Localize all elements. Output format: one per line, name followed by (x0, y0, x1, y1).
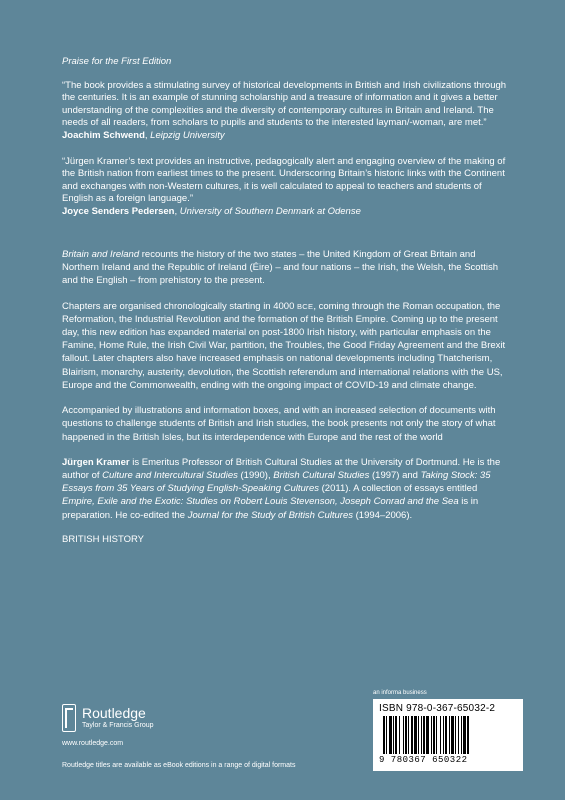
reviewer-affiliation: Leipzig University (150, 129, 225, 141)
publisher-block (62, 704, 262, 747)
reviewer-affiliation: University of Southern Denmark at Odense (179, 205, 361, 217)
barcode-digits: 9 780367 650322 (379, 755, 468, 765)
routledge-logo-icon (62, 704, 76, 732)
description-paragraph-1: Britain and Ireland recounts the history of the two states – the United Kingdom of Great Britain and Northern Ireland and the Republic of Ireland (Éire) – and four nations – the Irish, the Welsh, the Scottish and the English – from prehistory to the present. (62, 249, 499, 287)
book-title: Britain and Ireland (62, 249, 140, 261)
back-cover-text (62, 56, 510, 545)
isbn-label: ISBN 978-0-367-65032-2 (379, 703, 496, 714)
praise-heading: Praise for the First Edition (62, 56, 172, 67)
barcode-bars-icon (379, 716, 517, 754)
praise-attribution-1: Joachim Schwend, Leipzig University (62, 129, 225, 141)
barcode-block (373, 690, 523, 771)
description-paragraph-3: Accompanied by illustrations and information boxes, and with an increased selection of documents with questions to challenge students of British and Irish studies, the book presents not only the story of what happened in the British Isles, but its interdependence with Europe and the rest of the world (62, 405, 496, 443)
description-paragraph-2: Chapters are organised chronologically starting in 4000 BCE, coming through the Roman occupation, the Reformation, the Industrial Revolution and the formation of the British Empire. Coming up to the present day, this new edition has expanded material on post-1800 Irish history, with particular emphasis on the Famine, Home Rule, the Irish Civil War, partition, the Troubles, the Good Friday Agreement and the Brexit fallout. Later chapters also have increased emphasis on national developments including Thatcherism, Blairism, monarchy, austerity, devolution, the Scottish referendum and international relations with the US, Europe and the Commonwealth, ending with the ongoing impact of COVID-19 and climate change. (62, 300, 506, 391)
subject-category: BRITISH HISTORY (62, 533, 144, 545)
publisher-logo (62, 704, 262, 732)
publisher-group: Taylor & Francis Group (82, 722, 154, 729)
isbn-barcode (373, 699, 523, 771)
informa-tagline: an informa business (373, 690, 427, 696)
bce-abbrev: BCE (297, 301, 314, 311)
reviewer-name: Joachim Schwend (62, 129, 145, 141)
praise-quote-2: “Jürgen Kramer’s text provides an instructive, pedagogically alert and engaging overview of the making of the British nation from earliest times to the present. Underscoring Britain’s historic links with the Continent and exchanges with non-Western cultures, it is well calculated to appeal to teachers and students of English as a foreign language.” (62, 156, 506, 205)
reviewer-name: Joyce Senders Pedersen (62, 205, 175, 217)
author-name: Jürgen Kramer (62, 456, 130, 468)
publisher-url[interactable]: www.routledge.com (62, 740, 124, 747)
author-bio: Jürgen Kramer is Emeritus Professor of British Cultural Studies at the University of Dortmund. He is the author of Culture and Intercultural Studies (1990), British Cultural Studies (1997) and Taking Stock: 35 Essays from 35 Years of Studying English-Speaking Cultures (2011). A collection of essays entitled Empire, Exile and the Exotic: Studies on Robert Louis Stevenson, Joseph Conrad and the Sea is in preparation. He co-edited the Journal for the Study of British Cultures (1994–2006). (62, 456, 501, 521)
publisher-name: Routledge (82, 705, 146, 721)
ebook-note: Routledge titles are available as eBook editions in a range of digital formats (62, 762, 296, 769)
praise-attribution-2: Joyce Senders Pedersen, University of Southern Denmark at Odense (62, 205, 361, 217)
praise-quote-1: “The book provides a stimulating survey of historical developments in British and Irish civilizations through the centuries. It is an example of stunning scholarship and a treasure of information and it gives a better understanding of the complexities and the diversity of contemporary cultures in Britain and Ireland. The needs of all readers, from scholars to pupils and students to the interested layman/-woman, are met.” (62, 80, 507, 129)
